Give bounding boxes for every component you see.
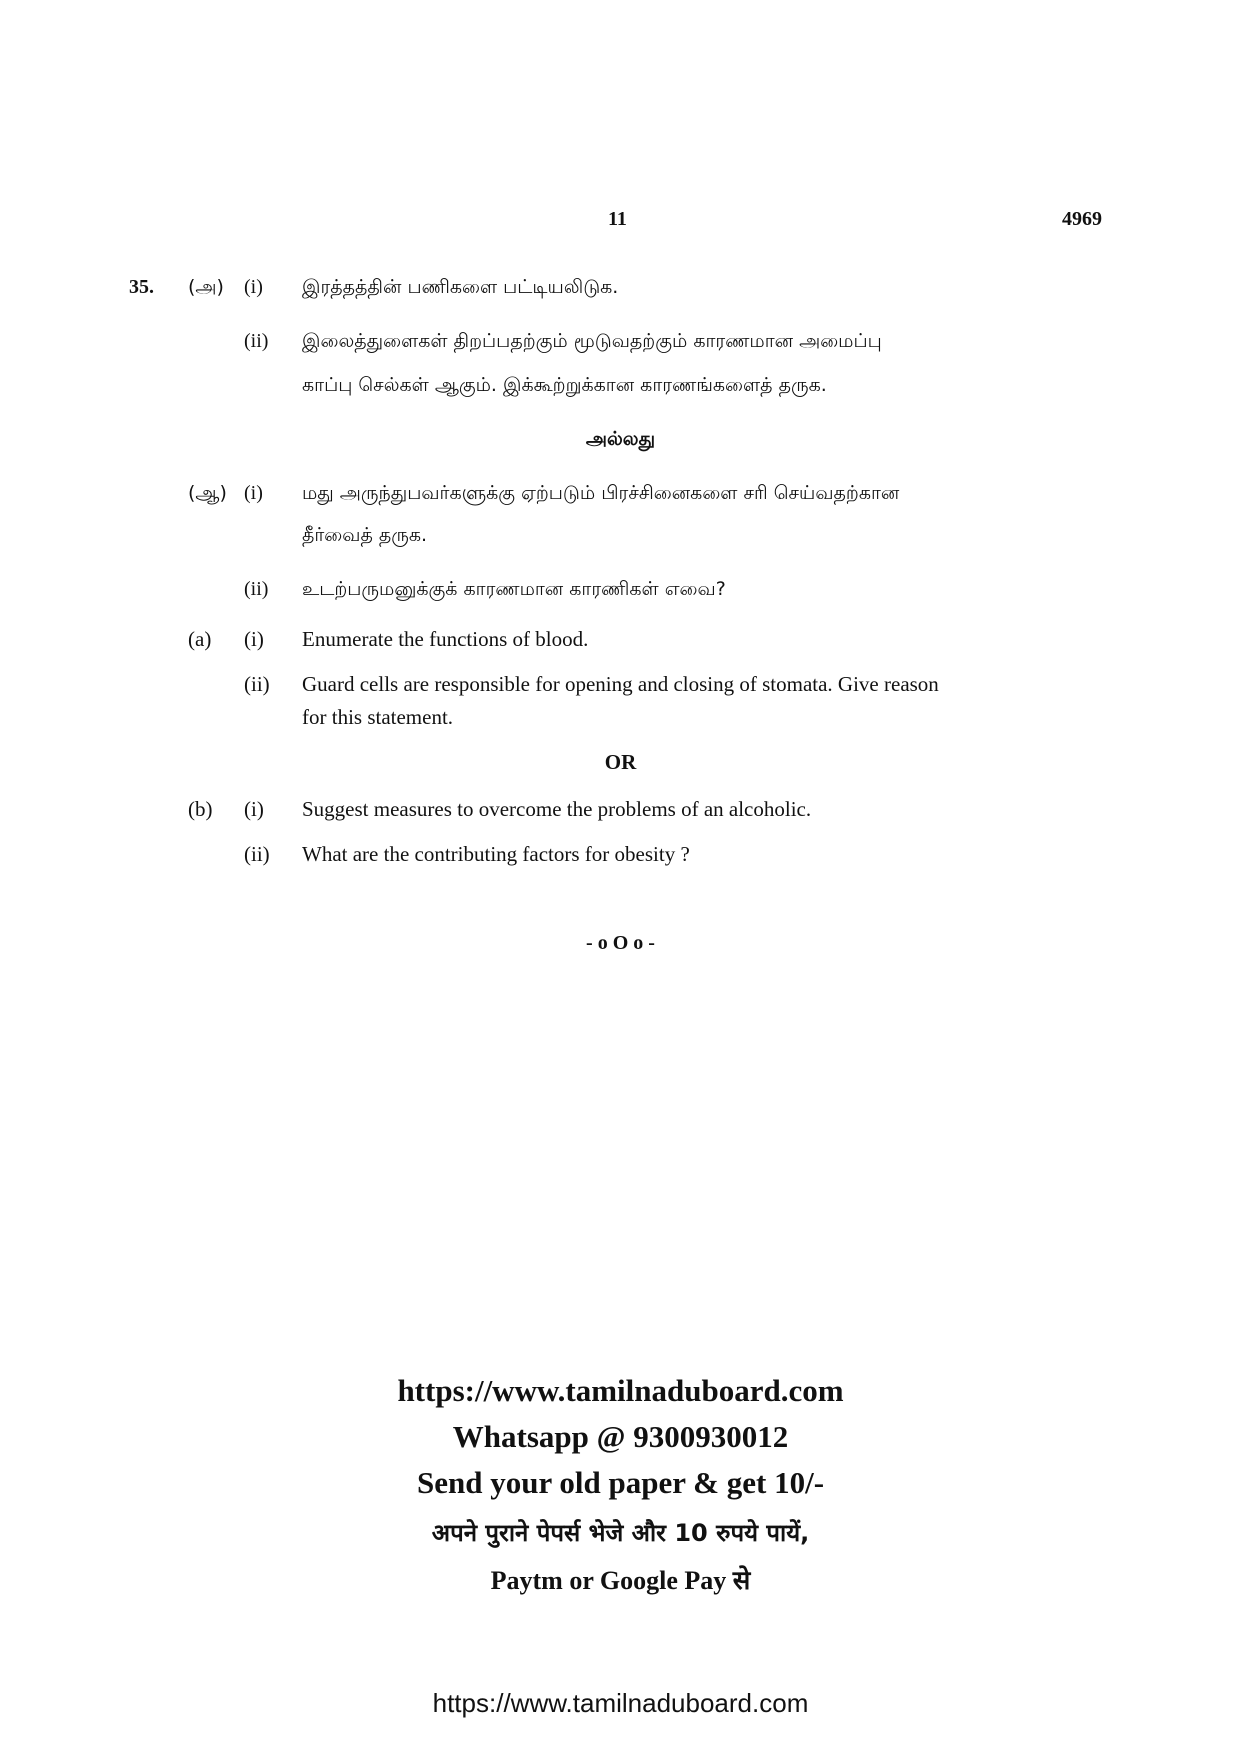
tamil-b-label: (ஆ) xyxy=(188,482,227,504)
english-or-divider: OR xyxy=(604,750,637,774)
tamil-a-ii-line1: இலைத்துளைகள் திறப்பதற்கும் மூடுவதற்கும் காரணமான அமைப்பு xyxy=(302,330,882,352)
tamil-b-i-line1: மது அருந்துபவர்களுக்கு ஏற்படும் பிரச்சினைகளை சரி செய்வதற்கான xyxy=(302,482,900,504)
english-b-i-text: Suggest measures to overcome the problems of an alcoholic. xyxy=(302,797,812,821)
english-a-label: (a) xyxy=(188,627,212,651)
english-b-ii-text: What are the contributing factors for obesity ? xyxy=(302,842,690,866)
tamil-a-ii-line2: காப்பு செல்கள் ஆகும். இக்கூற்றுக்கான காரணங்களைத் தருக. xyxy=(302,374,827,396)
english-a-i-label: (i) xyxy=(244,627,264,651)
english-b-label: (b) xyxy=(188,797,213,821)
question-number: 35. xyxy=(129,276,154,298)
english-a-ii-line1: Guard cells are responsible for opening and closing of stomata. Give reason xyxy=(302,672,939,696)
english-a-ii-line2: for this statement. xyxy=(302,705,454,729)
tamil-b-ii-text: உடற்பருமனுக்குக் காரணமான காரணிகள் எவை? xyxy=(302,578,726,600)
promo-whatsapp: Whatsapp @ 9300930012 xyxy=(452,1419,789,1454)
tamil-b-ii-label: (ii) xyxy=(244,578,269,600)
page-number: 11 xyxy=(608,208,627,230)
end-mark: - o O o - xyxy=(586,932,655,954)
tamil-a-label: (அ) xyxy=(188,276,224,298)
promo-payment: Paytm or Google Pay से xyxy=(490,1566,751,1595)
english-b-ii-label: (ii) xyxy=(244,842,270,866)
english-a-ii-label: (ii) xyxy=(244,672,270,696)
english-a-i-text: Enumerate the functions of blood. xyxy=(302,627,589,651)
tamil-b-i-line2: தீர்வைத் தருக. xyxy=(302,524,428,546)
tamil-a-ii-label: (ii) xyxy=(244,330,269,352)
english-b-i-label: (i) xyxy=(244,797,264,821)
tamil-a-i-text: இரத்தத்தின் பணிகளை பட்டியலிடுக. xyxy=(302,276,619,298)
promo-hindi: अपने पुराने पेपर्स भेजे और 10 रुपये पायें, xyxy=(431,1519,810,1547)
footer-url: https://www.tamilnaduboard.com xyxy=(432,1688,809,1718)
paper-code: 4969 xyxy=(1062,208,1102,230)
tamil-b-i-label: (i) xyxy=(244,482,263,504)
promo-url: https://www.tamilnaduboard.com xyxy=(397,1373,844,1408)
tamil-or-divider: அல்லது xyxy=(585,428,656,450)
tamil-a-i-label: (i) xyxy=(244,276,263,298)
promo-offer: Send your old paper & get 10/- xyxy=(416,1465,825,1500)
